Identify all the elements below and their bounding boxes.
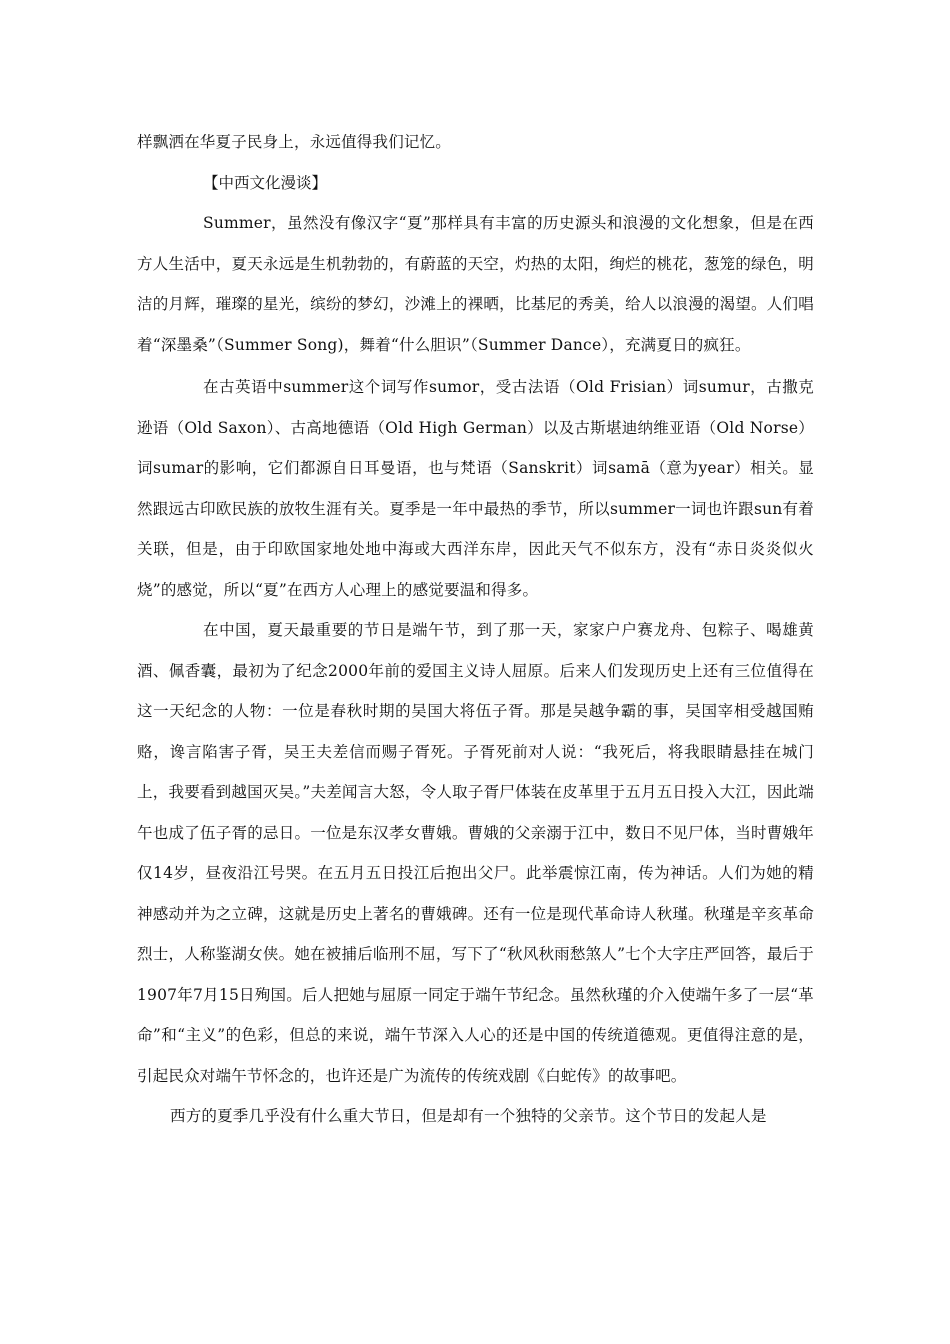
section-heading: 【中西文化漫谈】 [203,173,328,192]
paragraph-fathers-day: 西方的夏季几乎没有什么重大节日，但是却有一个独特的父亲节。这个节日的发起人是 [170,1107,767,1125]
document-body [137,122,814,1137]
opening-line: 样飘洒在华夏子民身上，永远值得我们记忆。 [137,133,452,151]
paragraph-dragon-boat-festival: 在中国，夏天最重要的节日是端午节，到了那一天，家家户户赛龙舟、包粽子、喝雄黄酒、佩香囊，最初为了纪念2000年前的爱国主义诗人屈原。后来人们发现历史上还有三位值得在这一天纪念的人物：一位是春秋时期的吴国大将伍子胥。那是吴越争霸的事，吴国宰相受越国贿赂，谗言陷害子胥，吴王夫差信而赐子胥死。子胥死前对人说：“我死后，将我眼睛悬挂在城门上，我要看到越国灭吴。”夫差闻言大怒，令人取子胥尸体装在皮革里于五月五日投入大江，因此端午也成了伍子胥的忌日。一位是东汉孝女曹娥。曹娥的父亲溺于江中，数日不见尸体，当时曹娥年仅14岁，昼夜沿江号哭。在五月五日投江后抱出父尸。此举震惊江南，传为神话。人们为她的精神感动并为之立碑，这就是历史上著名的曹娥碑。还有一位是现代革命诗人秋瑾。秋瑾是辛亥革命烈士，人称鉴湖女侠。她在被捕后临刑不屈，写下了“秋风秋雨愁煞人”七个大字庄严回答，最后于1907年7月15日殉国。后人把她与屈原一同定于端午节纪念。虽然秋瑾的介入使端午多了一层“革命”和“主义”的色彩，但总的来说，端午节深入人心的还是中国的传统道德观。更值得注意的是，引起民众对端午节怀念的，也许还是广为流传的传统戏剧《白蛇传》的故事吧。 [137,621,814,1085]
paragraph-etymology: 在古英语中summer这个词写作sumor，受古法语（Old Frisian）词sumur，古撒克逊语（Old Saxon）、古高地德语（Old High German）以及古斯堪迪纳维亚语（Old Norse）词sumar的影响，它们都源自日耳曼语，也与梵语（Sanskrit）词samā（意为year）相关。显然跟远古印欧民族的放牧生涯有关。夏季是一年中最热的季节，所以summer一词也许跟sun有着关联，但是，由于印欧国家地处地中海或大西洋东岸，因此天气不似东方，没有“赤日炎炎似火烧”的感觉，所以“夏”在西方人心理上的感觉要温和得多。 [137,378,814,599]
paragraph-summer-west: Summer，虽然没有像汉字“夏”那样具有丰富的历史源头和浪漫的文化想象，但是在西方人生活中，夏天永远是生机勃勃的，有蔚蓝的天空，灼热的太阳，绚烂的桃花，葱笼的绿色，明洁的月辉，璀璨的星光，缤纷的梦幻，沙滩上的裸晒，比基尼的秀美，给人以浪漫的渴望。人们唱着“深墨桑”（Summer Song)，舞着“什么胆识”（Summer Dance），充满夏日的疯狂。 [137,214,814,354]
